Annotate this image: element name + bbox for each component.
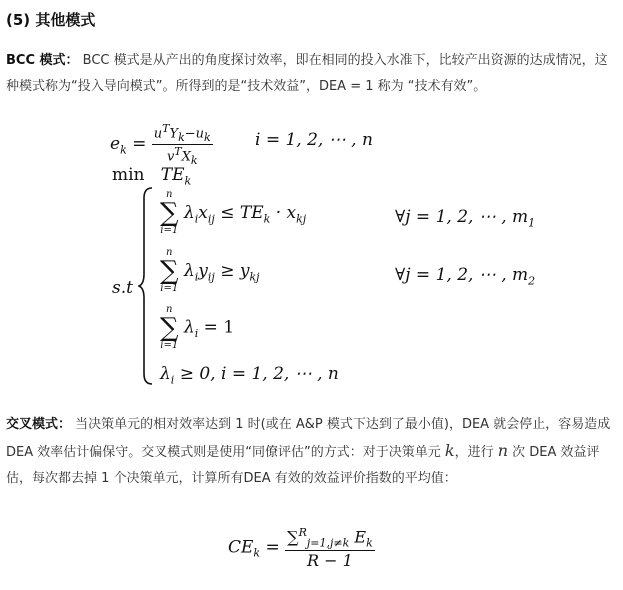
i-sub: i bbox=[194, 211, 199, 225]
m-sub: 1 bbox=[528, 216, 536, 230]
lambda: λ bbox=[183, 317, 195, 338]
sum-upper: n bbox=[166, 247, 173, 258]
v: v bbox=[166, 149, 175, 165]
leq-te: ≤ TE bbox=[214, 202, 264, 223]
t-sup: T bbox=[174, 144, 182, 158]
cross-paragraph bbox=[6, 412, 618, 492]
kj-sub: kj bbox=[249, 269, 260, 283]
n-symbol: n bbox=[497, 441, 509, 460]
u: u bbox=[153, 126, 163, 142]
te: TE bbox=[160, 165, 185, 185]
bcc-label: BCC 模式： bbox=[6, 53, 79, 68]
ij-sub: ij bbox=[207, 269, 215, 283]
ij-sub: ij bbox=[207, 211, 215, 225]
constraint-outputs-range bbox=[395, 265, 535, 287]
sum-symbol: n ∑ i=1 bbox=[160, 247, 179, 294]
sum-lower: i=1 bbox=[160, 283, 179, 294]
bcc-paragraph bbox=[6, 48, 618, 100]
forall-range: ∀j = 1, 2, ⋯ , m bbox=[395, 265, 529, 285]
y: Y bbox=[169, 126, 179, 142]
sum-lower: i=1 bbox=[160, 340, 179, 351]
min-label: min bbox=[112, 165, 145, 185]
constraint-nonneg bbox=[160, 364, 339, 386]
kj-sub: kj bbox=[296, 211, 307, 225]
denominator bbox=[152, 145, 213, 167]
ce: CE bbox=[228, 537, 254, 558]
sum-symbol: n ∑ i=1 bbox=[160, 304, 179, 351]
constraint-outputs bbox=[160, 248, 260, 294]
k-sub: k bbox=[263, 211, 271, 225]
sum-upper: n bbox=[166, 304, 173, 315]
minus-u: −u bbox=[184, 126, 205, 142]
numerator bbox=[285, 526, 375, 551]
cross-text-1: 当决策单元的相对效率达到 1 时(或在 A&P 模式下达到了最小值)，DEA 就会停止，容易造成 DEA 效率估计偏保守。交叉模式则是使用“同僚评估”的方式：对于决策单元 bbox=[6, 417, 611, 460]
sum-symbol: ∑ bbox=[287, 527, 299, 547]
equals: = bbox=[126, 133, 152, 154]
denominator: R − 1 bbox=[307, 550, 353, 570]
geq-y: ≥ y bbox=[214, 260, 250, 281]
cross-text-2: ，进行 bbox=[454, 445, 498, 460]
k-sub: k bbox=[120, 143, 127, 157]
i-sub: i bbox=[194, 269, 199, 283]
k-sub: k bbox=[184, 174, 192, 188]
lambda: λ bbox=[160, 364, 171, 384]
sum-symbol: n ∑ i=1 bbox=[160, 189, 179, 236]
efficiency-formula bbox=[110, 122, 213, 167]
equals: = bbox=[260, 537, 286, 558]
constraint-convexity bbox=[160, 305, 234, 351]
nonneg-text: ≥ 0, i = 1, 2, ⋯ , n bbox=[174, 364, 339, 384]
cross-text-3: 次 DEA 效益评估，每次都去掉 1 个决策单元，计算所有DEA 有效的效益评价指数的平均值： bbox=[6, 445, 600, 486]
fraction bbox=[285, 526, 375, 570]
k-sub: k bbox=[178, 130, 185, 144]
i-sub: i bbox=[194, 326, 199, 340]
times-x: · x bbox=[270, 202, 297, 223]
x: x bbox=[198, 202, 208, 223]
sum-upper: n bbox=[166, 189, 173, 200]
e-symbol: e bbox=[110, 133, 121, 154]
index-range: i = 1, 2, ⋯ , n bbox=[255, 130, 373, 150]
y: y bbox=[198, 260, 208, 281]
lambda: λ bbox=[183, 260, 195, 281]
k-symbol: k bbox=[444, 441, 455, 460]
objective bbox=[112, 165, 191, 187]
sum-upper: R bbox=[298, 526, 307, 539]
i-sub: i bbox=[170, 373, 175, 387]
sum-lower: i=1 bbox=[160, 225, 179, 236]
cross-label: 交叉模式： bbox=[6, 417, 72, 432]
t-sup: T bbox=[162, 122, 170, 135]
left-brace bbox=[138, 186, 154, 386]
lambda: λ bbox=[183, 202, 195, 223]
section-heading: (5) 其他模式 bbox=[6, 11, 96, 29]
e: E bbox=[354, 527, 367, 547]
k-sub: k bbox=[204, 130, 211, 144]
constraint-inputs bbox=[160, 190, 306, 236]
subject-to-label: s.t bbox=[112, 278, 133, 298]
bcc-text: BCC 模式是从产出的角度探讨效率，即在相同的投入水准下，比较产出资源的达成情况，这种模式称为“投入导向模式”。所得到的是“技术效益”，DEA = 1 称为 “技术有效”。 bbox=[6, 53, 608, 94]
equals-one: = 1 bbox=[198, 317, 235, 338]
k-sub: k bbox=[253, 546, 261, 560]
constraint-inputs-range bbox=[395, 207, 535, 229]
forall-range: ∀j = 1, 2, ⋯ , m bbox=[395, 207, 529, 227]
m-sub: 2 bbox=[528, 274, 536, 288]
sum-lower: j=1,j≠k bbox=[306, 536, 350, 550]
cross-efficiency-formula bbox=[228, 526, 375, 570]
x: X bbox=[181, 149, 191, 165]
k-sub: k bbox=[366, 536, 373, 550]
fraction bbox=[152, 122, 213, 167]
k-sub: k bbox=[190, 153, 198, 167]
numerator bbox=[152, 122, 213, 145]
